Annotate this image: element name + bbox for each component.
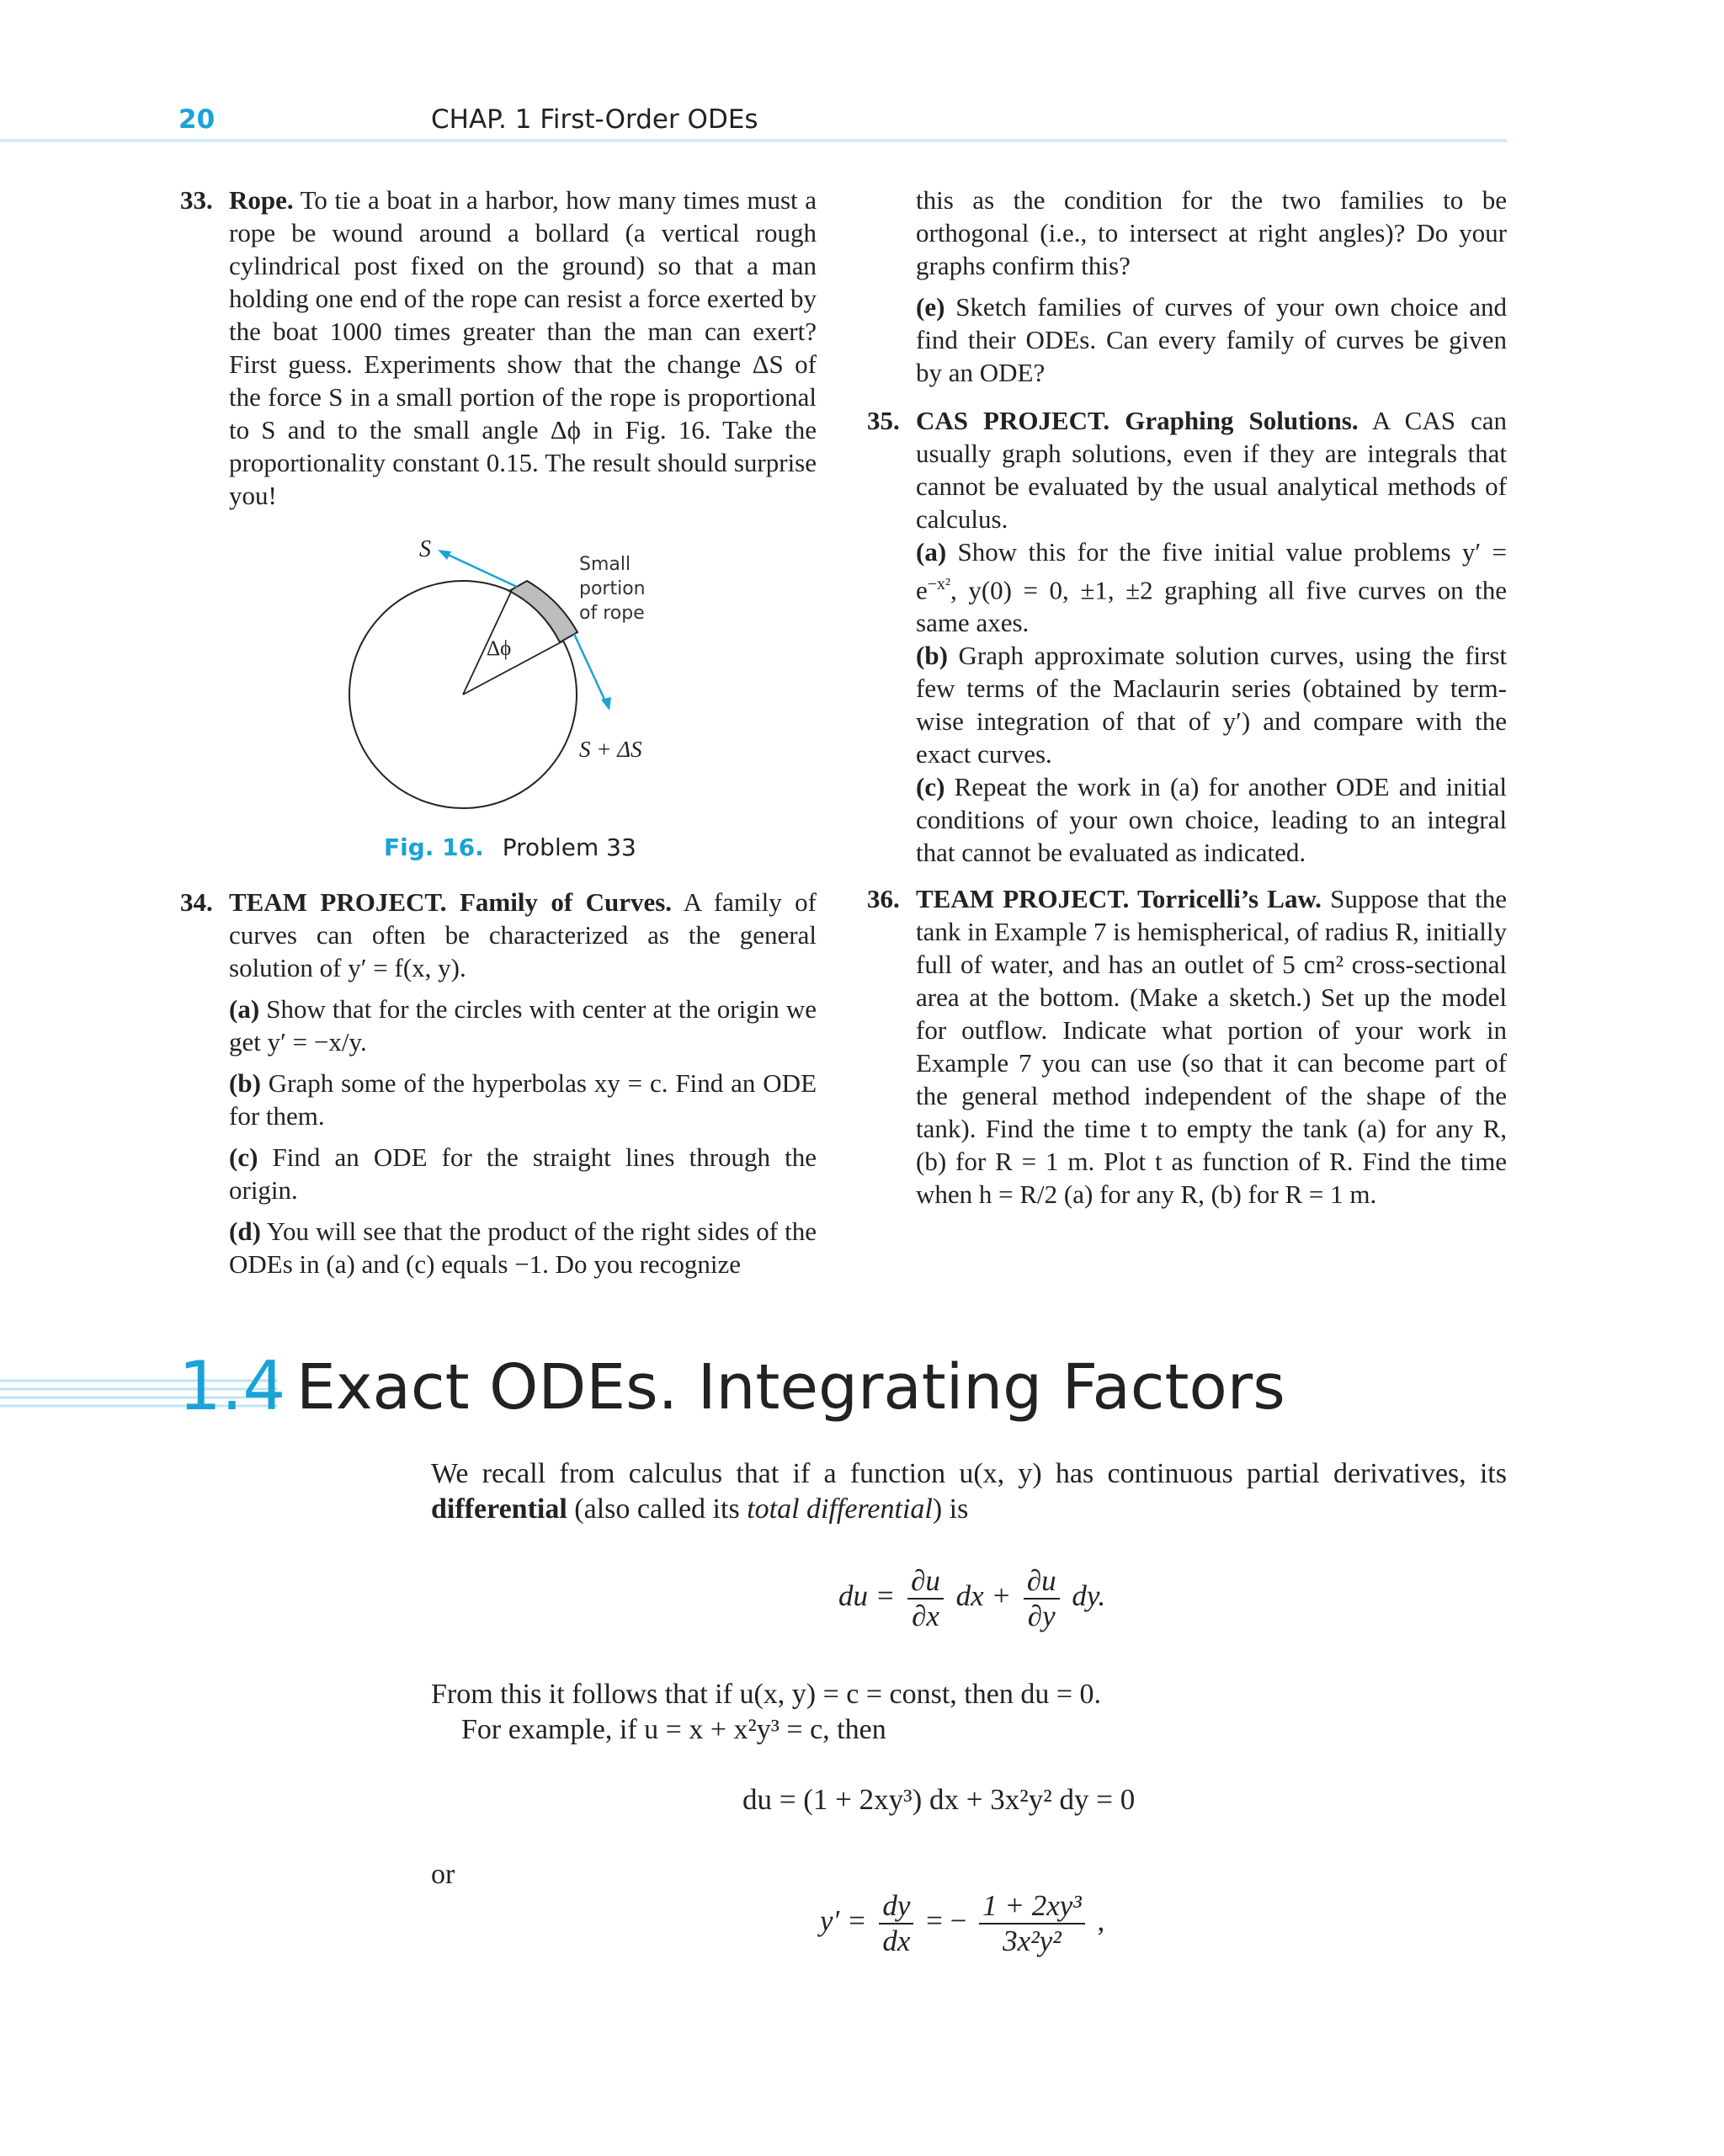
part-label: (d) (229, 1216, 261, 1246)
paragraph-2: From this it follows that if u(x, y) = c = const, then du = 0. (431, 1679, 1102, 1710)
numerator: ∂u (1024, 1564, 1060, 1600)
problem-text: Suppose that the tank in Example 7 is hemispherical, of radius R, initially full of water, and has an outlet of 5 cm² cross-sectional area at the bottom. (Make a sketch.) Set up the model for outflow. Indicate what portion of your work in Example 7 you can use (so that it can become part of the general method independent of the shape of the tank). Find the time t to empty the tank (a) for any R, (b) for R = 1 m. Plot t as function of R. Find the time when h = R/2 (a) for any R, (b) for R = 1 m. (916, 884, 1508, 1209)
part-text: this as the condition for the two families to be orthogonal (i.e., to intersect at right angles)? Do your graphs confirm this? (916, 185, 1507, 280)
header-rule (0, 139, 1507, 142)
problem-title: CAS PROJECT. Graphing Solutions. (916, 406, 1359, 435)
problem-34 (180, 886, 817, 1280)
part-text: Find an ODE for the straight lines through the origin. (229, 1142, 817, 1205)
part-label: (a) (916, 537, 947, 567)
problem-title: TEAM PROJECT. Family of Curves. (229, 887, 673, 917)
paragraph-text: ) is (932, 1493, 969, 1525)
rope-portion (509, 581, 577, 642)
force-s-arrowhead (438, 550, 451, 560)
problem-number: 33. (180, 185, 213, 215)
part-text: y′ = e (916, 537, 1508, 605)
part-label: (a) (229, 994, 260, 1024)
figure-caption-text: Problem 33 (502, 833, 636, 861)
part-label: (b) (229, 1068, 261, 1098)
equation-example: du = (1 + 2xy³) dx + 3x²y² dy = 0 (742, 1783, 1136, 1816)
part-text: Show this for the five initial value problems (957, 537, 1451, 567)
part-text: , y(0) = 0, ±1, ±2 graphing all five curves on the same axes. (916, 575, 1507, 638)
problem-number: 34. (180, 887, 213, 917)
eq-term: = − (926, 1904, 967, 1938)
problem-number: 35. (867, 406, 900, 435)
part-label: (c) (229, 1142, 258, 1172)
angle-line-2 (463, 641, 562, 695)
eq-term: dy. (1072, 1579, 1106, 1613)
problem-36 (867, 882, 1507, 1211)
problem-number: 36. (867, 884, 900, 913)
or-text: or (431, 1859, 455, 1890)
section-number: 1.4 (178, 1347, 286, 1425)
fraction (907, 1564, 944, 1633)
part-text: Sketch families of curves of your own choice and find their ODEs. Can every family of curves be given by an ODE? (916, 292, 1507, 387)
numerator: dy (879, 1889, 913, 1924)
paragraph-3: For example, if u = x + x²y³ = c, then (461, 1714, 886, 1745)
chapter-header: CHAP. 1 First-Order ODEs (431, 104, 758, 135)
fraction (979, 1889, 1085, 1958)
paragraph-text: We recall from calculus that if a function u(x, y) has continuous partial derivatives, its (431, 1458, 1507, 1489)
problem-title: Rope. (229, 185, 294, 215)
label-portion: portion (579, 578, 646, 599)
problem-intro: A CAS can usually graph solutions, even if they are integrals that cannot be evaluated by the usual analytical methods of calculus. (916, 406, 1508, 534)
term-total-differential: total differential (747, 1493, 933, 1525)
label-s: S (419, 536, 431, 562)
eq-term: , (1097, 1904, 1105, 1938)
part-label: (b) (916, 641, 948, 671)
figure-caption (384, 833, 636, 861)
force-s-ds-arrowhead (601, 697, 611, 711)
label-small: Small (579, 554, 631, 575)
problem-intro: A family of curves can often be characterized as the general solution of y′ = f(x, y). (229, 887, 817, 982)
part-text: Repeat the work in (a) for another ODE and initial conditions of your own choice, leading to an integral that cannot be evaluated as indicated. (916, 772, 1508, 868)
part-text: Show that for the circles with center at the origin we get y′ = −x/y. (229, 994, 817, 1057)
part-text: Graph approximate solution curves, using the first few terms of the Maclaurin series (obtained by term-wise integration of that of y′) and compare with the exact curves. (916, 641, 1507, 769)
label-dphi: Δϕ (487, 637, 512, 660)
rope-bollard-figure (320, 526, 673, 854)
denominator: ∂x (912, 1600, 939, 1632)
fraction (879, 1889, 913, 1958)
denominator: ∂y (1027, 1600, 1056, 1632)
force-s-ds-arrow (574, 634, 606, 703)
problem-title: TEAM PROJECT. Torricelli’s Law. (916, 884, 1322, 913)
numerator: ∂u (907, 1564, 944, 1600)
exponent: −x² (927, 575, 951, 594)
intro-paragraph (431, 1456, 1507, 1527)
fraction (1024, 1564, 1060, 1633)
eq-lhs: du = (838, 1579, 896, 1613)
page-number: 20 (178, 104, 216, 135)
eq-term: dx + (955, 1579, 1012, 1613)
label-s-plus-ds: S + ΔS (579, 737, 642, 762)
term-differential: differential (431, 1493, 567, 1525)
part-label: (e) (916, 292, 945, 322)
eq-lhs: y′ = (820, 1904, 867, 1938)
part-text: Graph some of the hyperbolas xy = c. Find an ODE for them. (229, 1068, 817, 1131)
section-title: Exact ODEs. Integrating Factors (296, 1351, 1285, 1424)
numerator: 1 + 2xy³ (979, 1889, 1085, 1924)
paragraph-text: (also called its (574, 1493, 740, 1525)
problem-33 (180, 184, 817, 512)
denominator: 3x²y² (1003, 1924, 1062, 1957)
denominator: dx (882, 1924, 911, 1957)
equation-total-differential (838, 1564, 1105, 1633)
part-label: (c) (916, 772, 945, 802)
equation-y-prime (820, 1889, 1104, 1958)
label-of-rope: of rope (579, 603, 645, 624)
problem-35 (867, 404, 1507, 869)
figure-label: Fig. 16. (384, 833, 484, 861)
part-text: You will see that the product of the right sides of the ODEs in (a) and (c) equals −1. Do you recognize (229, 1216, 817, 1279)
problem-text: To tie a boat in a harbor, how many times must a rope be wound around a bollard (a vertical rough cylindrical post fixed on the ground) so that a man holding one end of the rope can resist a force exerted by the boat 1000 times greater than the man can exert? First guess. Experiments show that the change ΔS of the force S in a small portion of the rope is proportional to S and to the small angle Δϕ in Fig. 16. Take the proportionality constant 0.15. The result should surprise you! (229, 185, 817, 510)
problem-34-continued (867, 184, 1507, 389)
